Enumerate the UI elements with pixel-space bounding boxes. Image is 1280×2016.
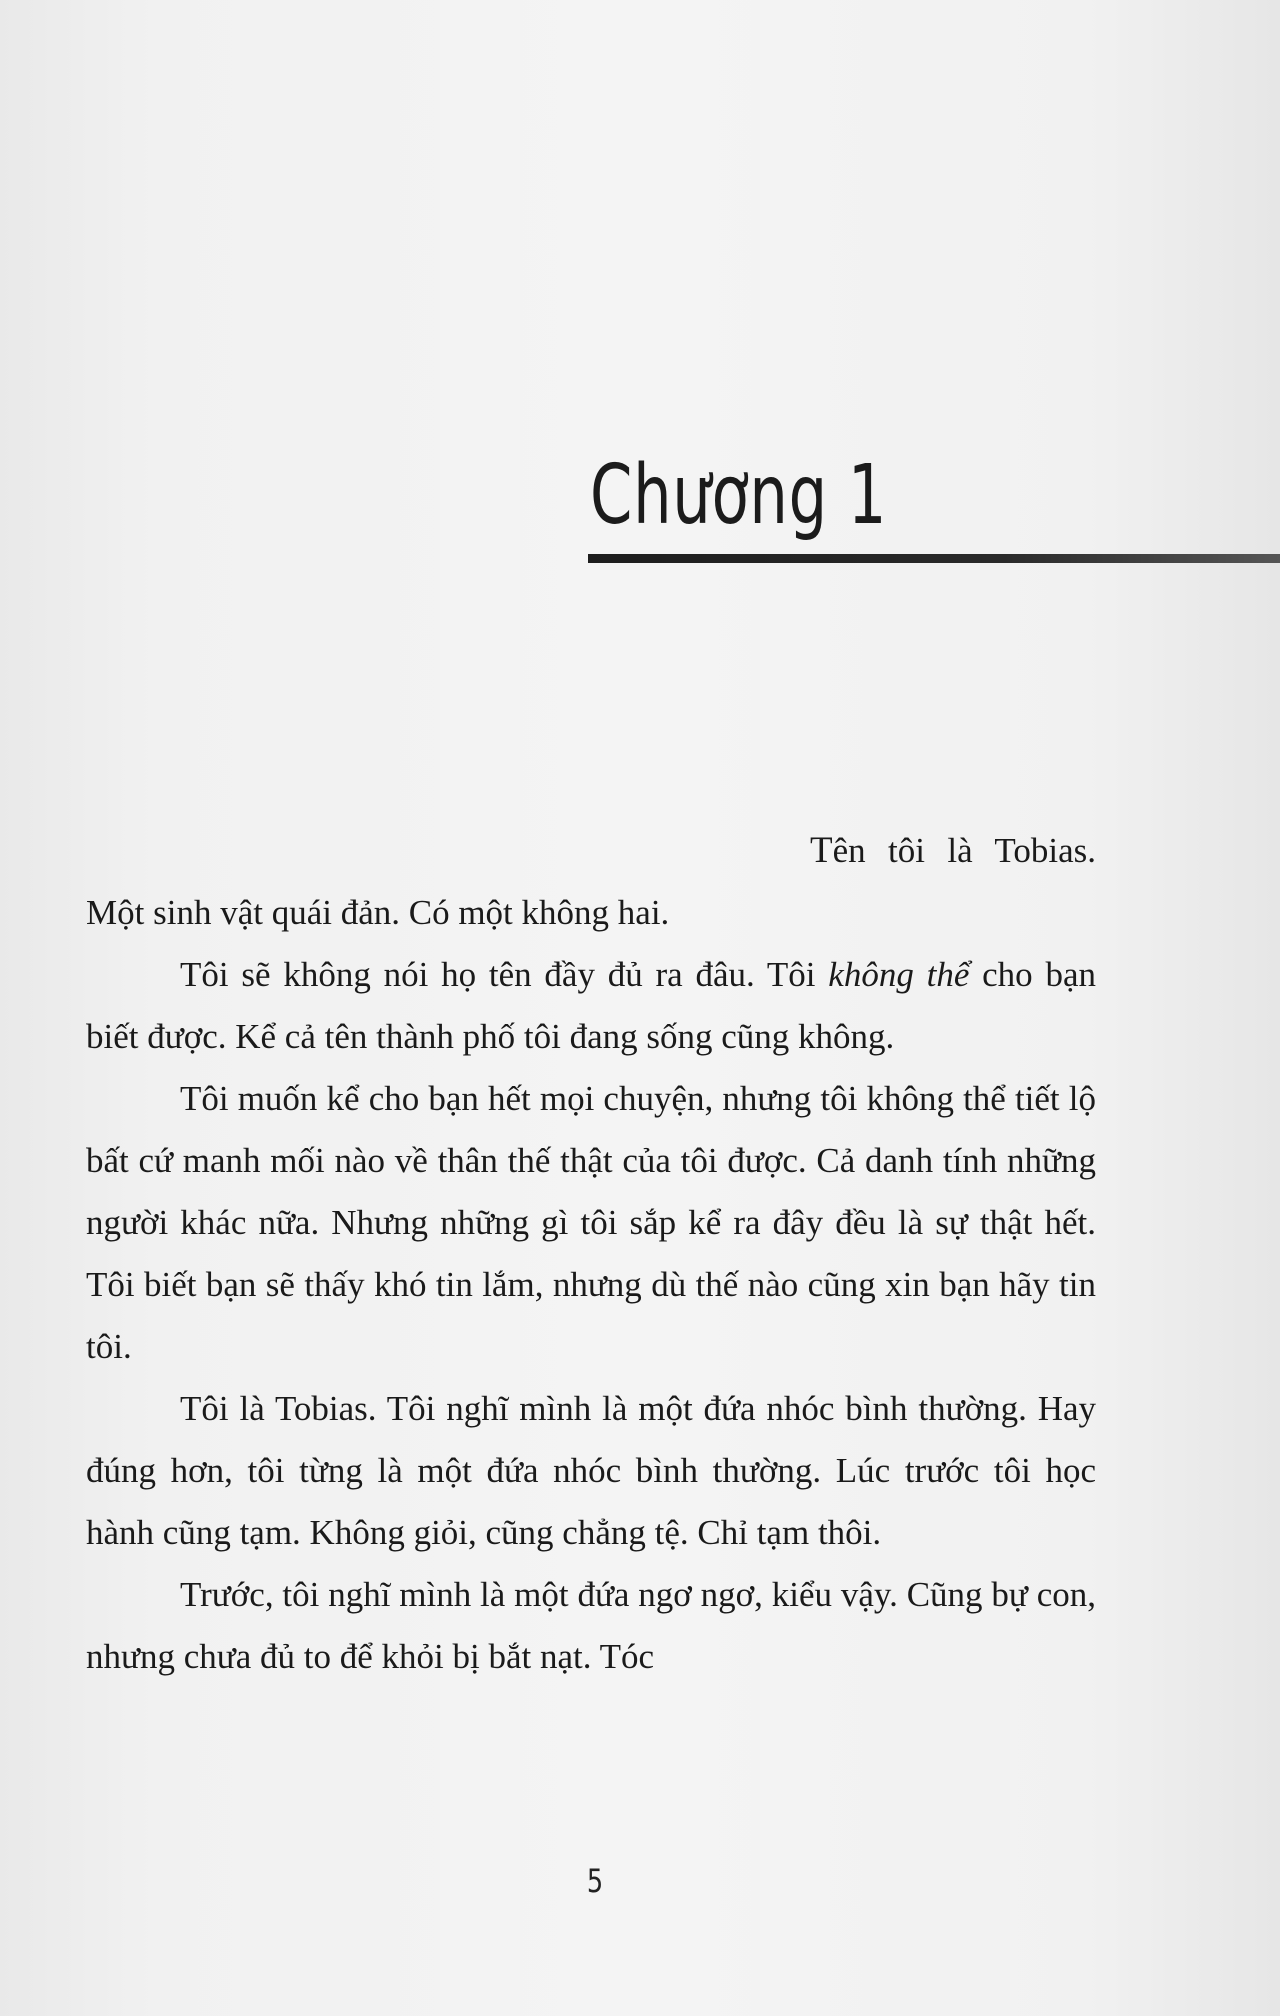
page-number: 5 (586, 1862, 604, 1900)
paragraph-3: Tôi muốn kể cho bạn hết mọi chuyện, nhưng tôi không thể tiết lộ bất cứ manh mối nào về thân thế thật của tôi được. Cả danh tính những người khác nữa. Nhưng những gì tôi sắp kể ra đây đều là sự thật hết. Tôi biết bạn sẽ thấy khó tin lắm, nhưng dù thế nào cũng xin bạn hãy tin tôi. (86, 1079, 1096, 1366)
paragraph-1 (86, 820, 1096, 944)
drop-cap-letter: T (810, 830, 833, 871)
body-text (86, 820, 1096, 1688)
paragraph-2-text-b: cho bạn biết được. Kể cả tên thành phố tôi đang sống cũng không. (86, 955, 1096, 1056)
paragraph-2-emphasis: không thể (828, 955, 970, 994)
paragraph-2 (86, 944, 1096, 1068)
chapter-title: Chương 1 (590, 448, 888, 543)
paragraph-4: Tôi là Tobias. Tôi nghĩ mình là một đứa nhóc bình thường. Hay đúng hơn, tôi từng là một đứa nhóc bình thường. Lúc trước tôi học hành cũng tạm. Không giỏi, cũng chẳng tệ. Chỉ tạm thôi. (86, 1389, 1096, 1552)
chapter-title-rule (588, 554, 1280, 563)
paragraph-5: Trước, tôi nghĩ mình là một đứa ngơ ngơ, kiểu vậy. Cũng bự con, nhưng chưa đủ to để khỏi bị bắt nạt. Tóc (86, 1575, 1096, 1676)
paragraph-2-text-a: Tôi sẽ không nói họ tên đầy đủ ra đâu. Tôi (180, 955, 829, 994)
paragraph-1-text: ên tôi là Tobias. Một sinh vật quái đản. Có một không hai. (86, 831, 1096, 932)
